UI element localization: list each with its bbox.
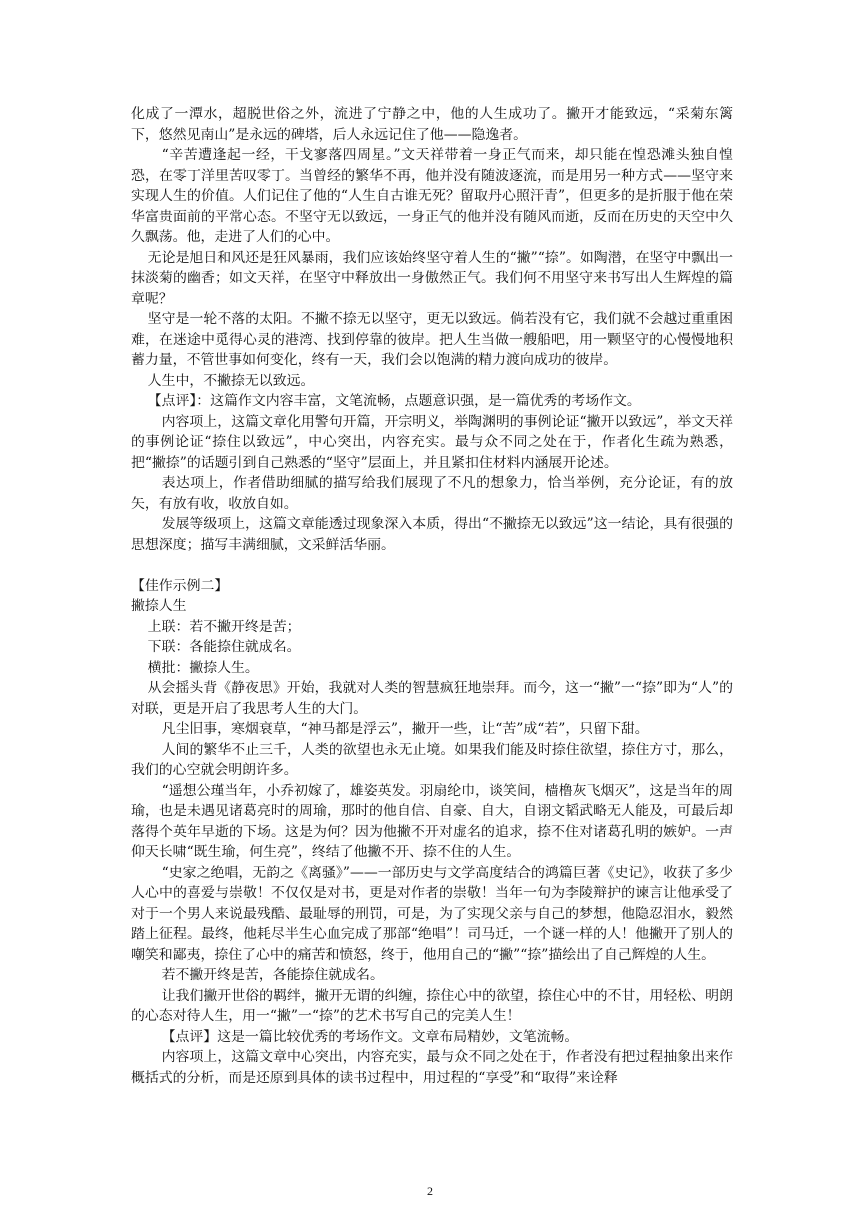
paragraph-12: 让我们撇开世俗的羁绊，撇开无谓的纠缠，捺住心中的欲望，捺住心中的不甘，用轻松、明朗的心态对待人生，用一“撇”一“捺”的艺术书写自己的完美人生！ [131,987,733,1024]
paragraph-3: 无论是旭日和风还是狂风暴雨，我们应该始终坚守着人生的“撇”“捺”。如陶潜，在坚守中飘出一抹淡菊的幽香；如文天祥，在坚守中释放出一身傲然正气。我们何不用坚守来书写出人生辉煌的篇章呢？ [131,249,733,307]
paragraph-7: 凡尘旧事，寒烟衰草，“神马都是浮云”，撇开一些，让“苦”成“若”，只留下甜。 [161,721,649,737]
paragraph-5: 人生中，不撇捺无以致远。 [147,372,315,389]
commentary-expression-1: 表达项上，作者借助细腻的描写给我们展现了不凡的想象力，恰当举例，充分论证，有的放矢，有放有收，收放自如。 [131,475,733,512]
paragraph-8: 人间的繁华不止三千，人类的欲望也永无止境。如果我们能及时捺住欲望，捺住方寸，那么，我们的心空就会明朗许多。 [131,741,733,778]
couplet-horizontal: 横批：撇捺人生。 [147,659,259,676]
paragraph-4: 坚守是一轮不落的太阳。不撇不捺无以坚守，更无以致远。倘若没有它，我们就不会越过重重困难，在迷途中觅得心灵的港湾、找到停靠的彼岸。把人生当做一艘船吧，用一颗坚守的心慢慢地积蓄力量，不管世事如何变化，终有一天，我们会以饱满的精力渡向成功的彼岸。 [131,311,733,368]
commentary-content-2: 内容项上，这篇文章中心突出，内容充实，最与众不同之处在于，作者没有把过程抽象出来作概括式的分析，而是还原到具体的读书过程中，用过程的“享受”和“取得”来诠释 [131,1049,733,1086]
paragraph-10: “史家之绝唱，无韵之《离骚》”——一部历史与文学高度结合的鸿篇巨著《史记》，收获了多少人心中的喜爱与崇敬！不仅仅是对书，更是对作者的崇敬！当年一句为李陵辩护的谏言让他承受了对于一个男人来说最残酷、最耻辱的刑罚，可是，为了实现父亲与自己的梦想，他隐忍泪水，毅然踏上征程。最终，他耗尽半生心血完成了那部“绝唱”！司马迁，一个谜一样的人！他撇开了别人的嘲笑和鄙夷，捺住了心中的痛苦和愤怒，终于，他用自己的“撇”“捺”描绘出了自己辉煌的人生。 [131,864,733,963]
essay-title: 撇捺人生 [131,598,187,614]
couplet-upper: 上联：若不撇开终是苦； [147,618,301,635]
paragraph-1: 化成了一潭水，超脱世俗之外，流进了宁静之中，他的人生成功了。撇开才能致远，“采菊东篱下，悠然见南山”是永远的碑塔，后人永远记住了他——隐逸者。 [131,106,733,143]
commentary-intro-2: 【点评】这是一篇比较优秀的考场作文。文章布局精妙，文笔流畅。 [161,1028,579,1045]
document-body [131,104,733,1088]
paragraph-9: “遥想公瑾当年，小乔初嫁了，雄姿英发。羽扇纶巾，谈笑间，樯橹灰飞烟灭”，这是当年的周瑜，也是未遇见诸葛亮时的周瑜，那时的他自信、自豪、自大，自诩文韬武略无人能及，可最后却落得个英年早逝的下场。这是为何？因为他撇不开对虚名的追求，捺不住对诸葛孔明的嫉妒。一声仰天长啸“既生瑜，何生亮”，终结了他撇不开、捺不住的人生。 [131,782,733,860]
section-gap [131,555,733,576]
commentary-intro-1: 【点评】：这篇作文内容丰富，文笔流畅，点题意识强，是一篇优秀的考场作文。 [147,393,641,409]
paragraph-11: 若不撇开终是苦，各能捺住就成名。 [161,967,384,983]
page-number: 2 [427,1184,433,1198]
commentary-content-1: 内容项上，这篇文章化用警句开篇，开宗明义，举陶渊明的事例论证“撇开以致远”，举文天祥的事例论证“捺住以致远”，中心突出，内容充实。最与众不同之处在于，作者化生疏为熟悉，把“撇捺”的话题引到自己熟悉的“坚守”层面上，并且紧扣住材料内涵展开论述。 [131,413,733,471]
paragraph-6: 从会摇头背《静夜思》开始，我就对人类的智慧疯狂地崇拜。而今，这一“撇”一“捺”即为“人”的对联，更是开启了我思考人生的大门。 [131,680,733,717]
section-heading: 【佳作示例二】 [131,577,229,594]
commentary-development-1: 发展等级项上，这篇文章能透过现象深入本质，得出“不撇捺无以致远”这一结论，具有很强的思想深度；描写丰满细腻，文采鲜活华丽。 [131,516,733,553]
paragraph-2: “辛苦遭逢起一经，干戈寥落四周星。”文天祥带着一身正气而来，却只能在惶恐滩头独自惶恐，在零丁洋里苦叹零丁。当曾经的繁华不再，他并没有随波逐流，而是用另一种方式——坚守来实现人生的价值。人们记住了他的“人生自古谁无死？留取丹心照汗青”，但更多的是折服于他在荣华富贵面前的平常心态。不坚守无以致远，一身正气的他并没有随风而逝，反而在历史的天空中久久飘荡。他，走进了人们的心中。 [131,147,733,245]
couplet-lower: 下联：各能捺住就成名。 [147,639,301,655]
